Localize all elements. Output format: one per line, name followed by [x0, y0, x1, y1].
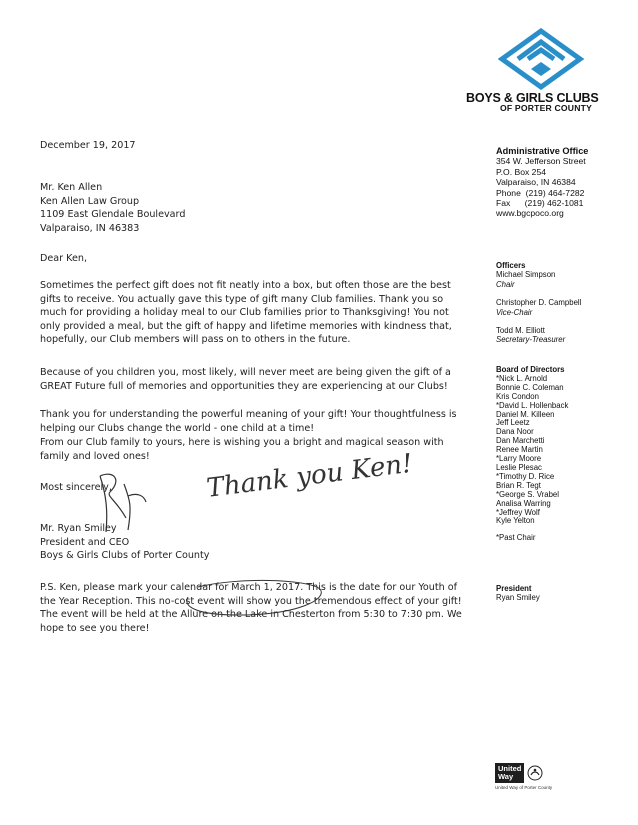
fax-number: (219) 462-1081	[524, 198, 584, 209]
fax-label: Fax	[496, 198, 511, 209]
officer-name: Michael Simpson	[496, 270, 556, 280]
signer-name: Mr. Ryan Smiley	[40, 523, 117, 534]
president-section	[496, 584, 631, 603]
board-section	[496, 366, 631, 543]
handwritten-thank-you: Thank you Ken!	[205, 448, 415, 504]
officers-heading: Officers	[496, 261, 526, 270]
phone-label: Phone	[496, 187, 521, 198]
recipient-street: 1109 East Glendale Boulevard	[40, 209, 186, 221]
board-member: *Timothy D. Rice	[496, 471, 555, 481]
united-way-text-line1: United	[498, 764, 522, 773]
board-member: Daniel M. Killeen	[496, 409, 555, 419]
closing: Most sincerely,	[40, 482, 112, 493]
officer-name: Todd M. Elliott	[496, 326, 545, 336]
address-line: Valparaiso, IN 46384	[496, 177, 576, 188]
united-way-text-line2: Way	[498, 772, 514, 781]
board-member: Dana Noor	[496, 427, 534, 437]
board-member: *George S. Vrabel	[496, 489, 559, 499]
board-member: Renee Martin	[496, 445, 543, 455]
signer-title: President and CEO	[40, 536, 130, 548]
officer-title: Secretary-Treasurer	[496, 335, 566, 345]
officer-name: Christopher D. Campbell	[496, 298, 582, 308]
officers-section	[496, 261, 631, 345]
admin-office-heading: Administrative Office	[496, 146, 589, 156]
phone-line	[496, 188, 631, 198]
board-member: Kris Condon	[496, 391, 539, 401]
board-member: Analisa Warring	[496, 498, 551, 508]
phone-number: (219) 464-7282	[525, 187, 585, 198]
officer-title: Vice-Chair	[496, 307, 533, 317]
united-way-hand-icon	[527, 765, 543, 781]
body-paragraph-1: Sometimes the perfect gift does not fit neatly into a box, but often those are the best gifts to receive. You actually gave this type of gift many Club families. Thank you so much for providing a holiday meal to our Club families prior to Thanksgiving! You not only provided a meal, but the gift of happy and lifetime memories with kindness that, hopefully, our Club members will pass on to others in the future.	[40, 280, 452, 346]
postscript: P.S. Ken, please mark your calendar for March 1, 2017. This is the date for our Youth of the Year Reception. This no-cost event will show you the tremendous effect of your gift! The event will be held at the Allure on the Lake in Chesterton from 5:30 to 7:30 pm. We hope to see you there!	[40, 582, 462, 634]
body-paragraph-4: From our Club family to yours, here is wishing you a bright and magical season with family and loved ones!	[40, 437, 444, 462]
board-member: *Nick L. Arnold	[496, 373, 548, 383]
president-name: Ryan Smiley	[496, 593, 540, 603]
boys-girls-clubs-logo-icon	[498, 28, 584, 90]
signer-org: Boys & Girls Clubs of Porter County	[40, 550, 210, 562]
org-name-subtitle: OF PORTER COUNTY	[500, 103, 593, 113]
letter-date: December 19, 2017	[40, 140, 136, 151]
salutation: Dear Ken,	[40, 253, 88, 264]
officer-title: Chair	[496, 279, 515, 289]
board-member: Kyle Yelton	[496, 516, 535, 526]
president-heading: President	[496, 584, 532, 593]
board-member: *David L. Hollenback	[496, 400, 569, 410]
past-chair-note: *Past Chair	[496, 533, 536, 543]
board-member: *Jeffrey Wolf	[496, 507, 540, 517]
recipient-name: Mr. Ken Allen	[40, 182, 103, 193]
united-way-wordmark	[495, 763, 524, 783]
united-way-logo	[495, 763, 553, 790]
board-member: *Larry Moore	[496, 454, 542, 464]
board-member: Dan Marchetti	[496, 436, 545, 446]
body-paragraph-3: Thank you for understanding the powerful meaning of your gift! Your thoughtfulness is helping our Clubs change the world - one child at a time!	[40, 409, 457, 434]
address-line: 354 W. Jefferson Street	[496, 156, 586, 167]
address-line: P.O. Box 254	[496, 166, 547, 177]
recipient-address	[40, 181, 185, 235]
signer-block	[40, 522, 209, 563]
united-way-caption: United Way of Porter County	[495, 785, 553, 790]
org-name: BOYS & GIRLS CLUBS	[466, 91, 599, 105]
handwritten-circle	[178, 575, 328, 621]
admin-office	[496, 146, 631, 219]
board-heading: Board of Directors	[496, 365, 565, 374]
board-member: Leslie Plesac	[496, 462, 542, 472]
board-member: Brian R. Tegt	[496, 480, 541, 490]
recipient-city: Valparaiso, IN 46383	[40, 222, 140, 234]
fax-line	[496, 198, 631, 208]
board-member: Jeff Leetz	[496, 418, 530, 428]
body-paragraph-2: Because of you children you, most likely, will never meet are being given the gift of a GREAT Future full of memories and opportunities they are experiencing at our Clubs!	[40, 367, 451, 392]
board-member: Bonnie C. Coleman	[496, 382, 564, 392]
recipient-company: Ken Allen Law Group	[40, 195, 140, 207]
website: www.bgcpoco.org	[496, 208, 564, 219]
